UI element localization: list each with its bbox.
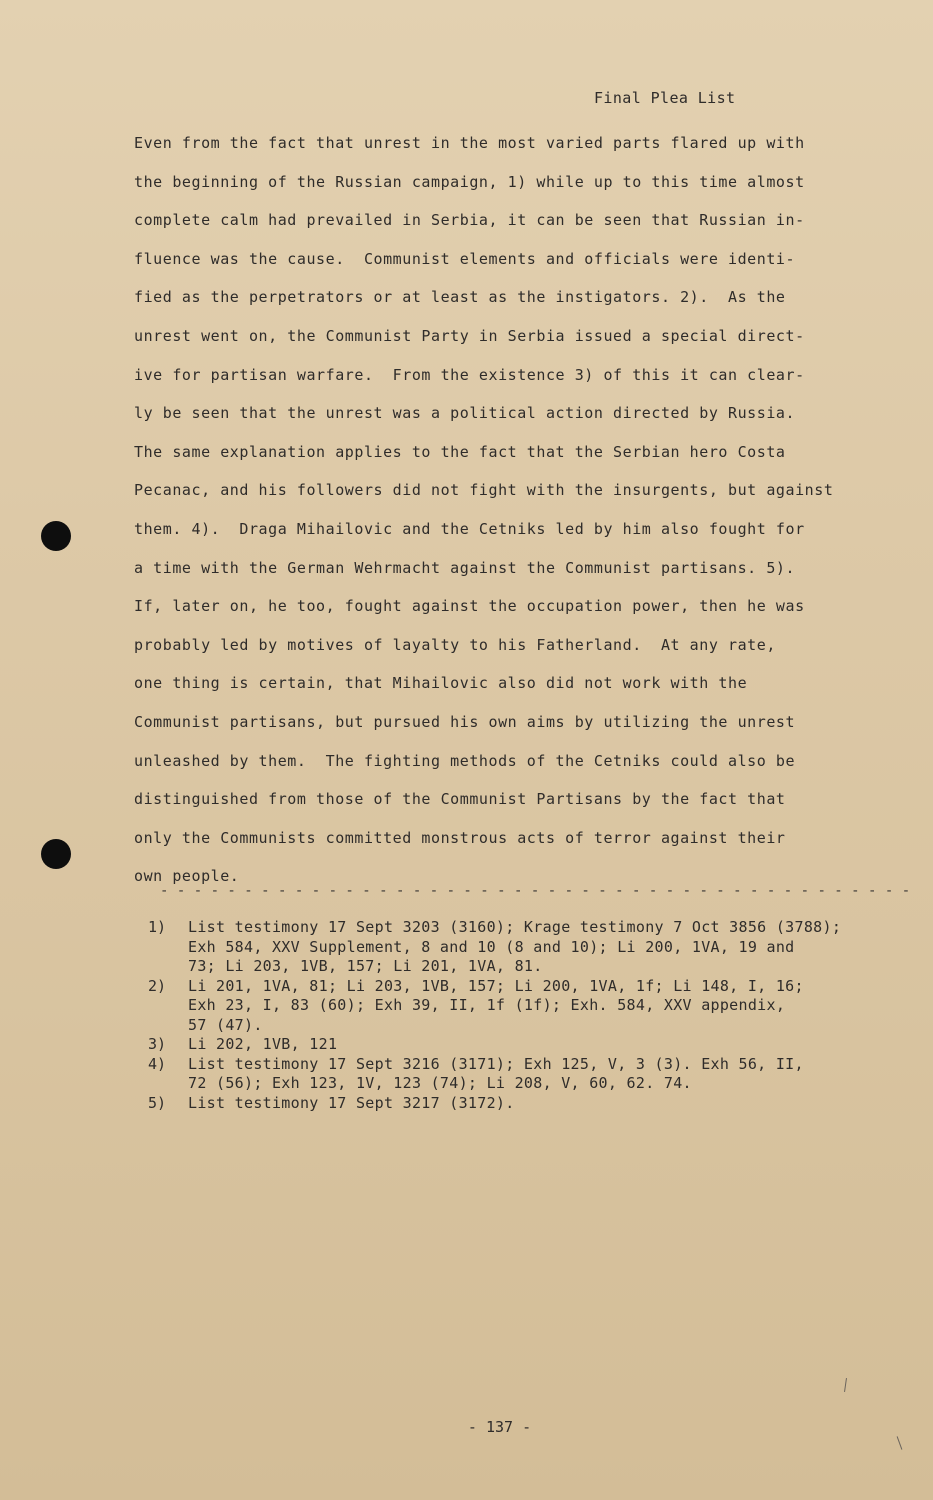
footnote-line: 73; Li 203, 1VB, 157; Li 201, 1VA, 81. [188,957,543,975]
body-line: If, later on, he too, fought against the occupation power, then he was [134,597,805,616]
footnote [148,977,868,1036]
body-line: unleashed by them. The fighting methods of the Cetniks could also be [134,751,796,770]
body-line: the beginning of the Russian campaign, 1) while up to this time almost [134,172,805,191]
body-line: Pecanac, and his followers did not fight with the insurgents, but against [134,481,834,500]
footnote-line: 72 (56); Exh 123, 1V, 123 (74); Li 208, V, 60, 62. 74. [188,1074,692,1092]
footnote [148,918,868,977]
body-line: unrest went on, the Communist Party in Serbia issued a special direct- [134,326,805,345]
footnote-line: 57 (47). [188,1015,263,1034]
body-text [134,128,911,900]
body-line: them. 4). Draga Mihailovic and the Cetniks led by him also fought for [134,519,805,538]
body-line: fluence was the cause. Communist elements and officials were identi- [134,249,796,268]
body-line: fied as the perpetrators or at least as the instigators. 2). As the [134,288,786,307]
footnote-line: Exh 584, XXV Supplement, 8 and 10 (8 and 10); Li 200, 1VA, 19 and [188,937,795,956]
punch-hole [41,521,71,551]
page-number: - 137 - [467,1418,532,1436]
page-header: Final Plea List [594,89,736,107]
body-line: one thing is certain, that Mihailovic also did not work with the [134,674,748,693]
body-line: Even from the fact that unrest in the most varied parts flared up with [134,134,805,152]
footnote-line: List testimony 17 Sept 3203 (3160); Krage testimony 7 Oct 3856 (3788); [188,918,842,936]
footnote-line: List testimony 17 Sept 3217 (3172). [188,1093,515,1112]
footnote-number: 4) [148,1054,167,1073]
footnote-line: List testimony 17 Sept 3216 (3171); Exh 125, V, 3 (3). Exh 56, II, [188,1054,804,1073]
footnote [148,1055,868,1094]
body-line: ly be seen that the unrest was a political action directed by Russia. [134,404,796,423]
footnotes [148,918,868,1113]
footnote-separator: - - - - - - - - - - - - - - - - - - - - - - - - - - - - - - - - - - - - - - - - - - - - - [160,883,911,899]
footnote-line: Li 201, 1VA, 81; Li 203, 1VB, 157; Li 200, 1VA, 1f; Li 148, I, 16; [188,976,804,995]
body-line: The same explanation applies to the fact that the Serbian hero Costa [134,442,786,461]
body-line: a time with the German Wehrmacht against the Communist partisans. 5). [134,558,796,577]
footnote-line: Li 202, 1VB, 121 [188,1035,338,1053]
footnote-number: 5) [148,1093,167,1112]
body-line: ive for partisan warfare. From the existence 3) of this it can clear- [134,365,805,384]
pen-mark [844,1378,847,1392]
body-line: distinguished from those of the Communist Partisans by the fact that [134,790,786,809]
footnote-number: 3) [148,1035,167,1053]
footnote-line: Exh 23, I, 83 (60); Exh 39, II, 1f (1f); Exh. 584, XXV appendix, [188,996,786,1014]
punch-hole [41,839,71,869]
pen-mark [897,1436,903,1449]
body-line: own people. [134,867,240,886]
footnote [148,1094,868,1114]
body-line: only the Communists committed monstrous acts of terror against their [134,828,786,847]
footnote-number: 1) [148,918,167,936]
footnote [148,1035,868,1055]
body-line: Communist partisans, but pursued his own aims by utilizing the unrest [134,712,796,731]
footnote-number: 2) [148,976,167,995]
body-line: probably led by motives of layalty to his Fatherland. At any rate, [134,635,776,654]
body-line: complete calm had prevailed in Serbia, it can be seen that Russian in- [134,211,805,230]
